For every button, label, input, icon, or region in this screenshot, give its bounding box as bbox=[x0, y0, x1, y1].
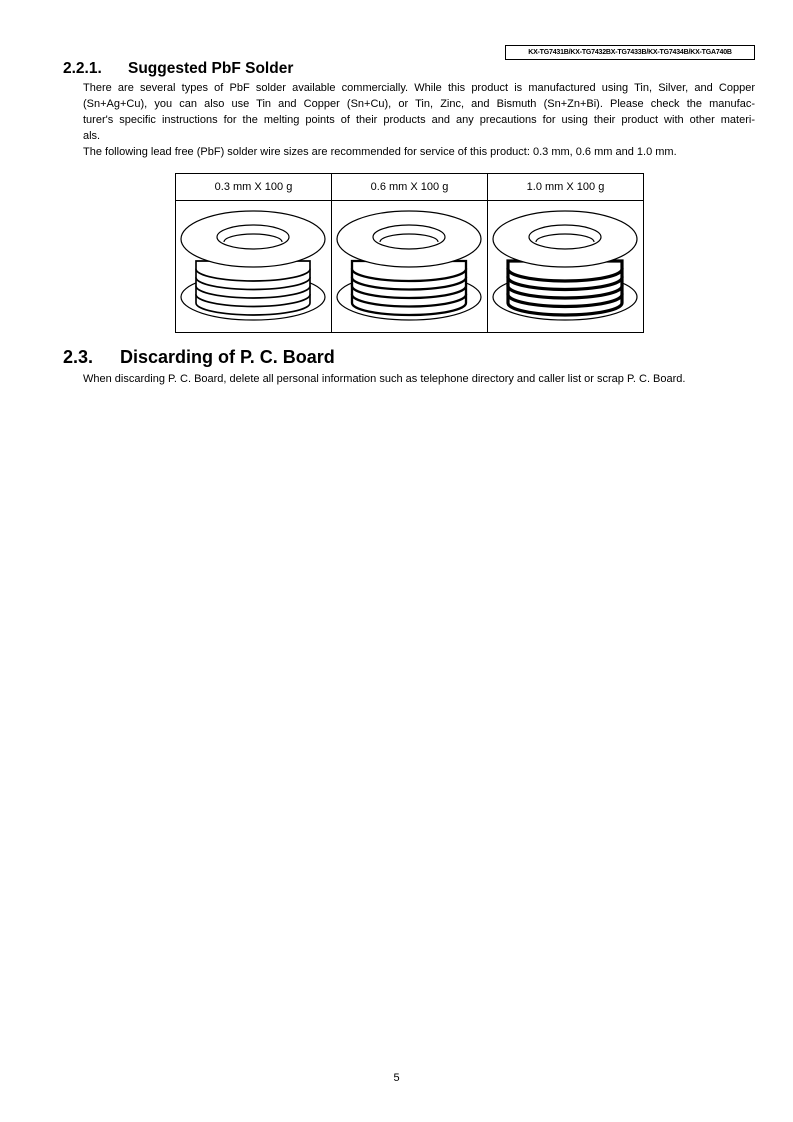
solder-spool-illustration bbox=[332, 201, 487, 327]
page-number: 5 bbox=[393, 1072, 400, 1084]
spool-hole-outer bbox=[373, 225, 445, 249]
solder-spool-cell bbox=[332, 201, 488, 333]
section-heading-2-2-1 bbox=[63, 60, 293, 78]
paragraph-line: (Sn+Ag+Cu), you can also use Tin and Copper (Sn+Cu), or Tin, Zinc, and Bismuth (Sn+Zn+Bi). Please check the manufac- bbox=[83, 98, 755, 110]
solder-size-label: 0.3 mm X 100 g bbox=[176, 174, 332, 201]
solder-size-label: 1.0 mm X 100 g bbox=[488, 174, 644, 201]
solder-size-table bbox=[175, 173, 644, 333]
solder-paragraph bbox=[83, 80, 755, 160]
paragraph-line: als. bbox=[83, 130, 101, 142]
section-number: 2.2.1. bbox=[63, 60, 102, 77]
spool-hole-outer bbox=[529, 225, 601, 249]
discarding-paragraph: When discarding P. C. Board, delete all personal information such as telephone directory and caller list or scrap P. C. Board. bbox=[83, 373, 686, 385]
recommendation-line: The following lead free (PbF) solder wire sizes are recommended for service of this product: 0.3 mm, 0.6 mm and 1.0 mm. bbox=[83, 146, 677, 158]
solder-size-label: 0.6 mm X 100 g bbox=[332, 174, 488, 201]
solder-spool-cell bbox=[176, 201, 332, 333]
paragraph-line: turer's specific instructions for the melting points of their products and any precautions for using their product with other materi- bbox=[83, 114, 755, 126]
section-title: Suggested PbF Solder bbox=[128, 60, 294, 77]
section-number: 2.3. bbox=[63, 347, 94, 367]
model-number-box: KX-TG7431B/KX-TG7432BX-TG7433B/KX-TG7434B/KX-TGA740B bbox=[505, 45, 755, 60]
spool-hole-outer bbox=[217, 225, 289, 249]
section-heading-2-3 bbox=[63, 347, 335, 368]
solder-spool-illustration bbox=[488, 201, 643, 327]
section-title: Discarding of P. C. Board bbox=[120, 347, 335, 367]
solder-spool-cell bbox=[488, 201, 644, 333]
paragraph-line: There are several types of PbF solder available commercially. While this product is manufactured using Tin, Silver, and Copper bbox=[83, 82, 755, 94]
solder-spool-illustration bbox=[176, 201, 331, 327]
